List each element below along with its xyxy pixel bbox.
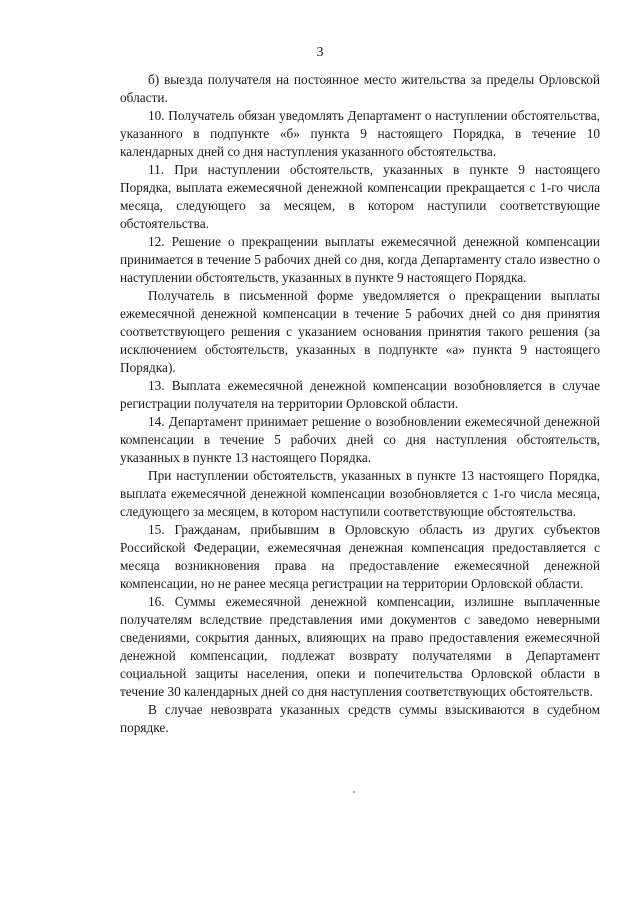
document-body	[120, 71, 600, 737]
paragraph-16-recovery: В случае невозврата указанных средств суммы взыскиваются в судебном порядке.	[120, 702, 600, 735]
paragraph-11: 11. При наступлении обстоятельств, указанных в пункте 9 настоящего Порядка, выплата ежемесячной денежной компенсации прекращается с 1-го числа месяца, следующего за месяцем, в котором наступили соответствующие обстоятельства.	[120, 162, 600, 231]
paragraph-12-notification: Получатель в письменной форме уведомляется о прекращении выплаты ежемесячной денежной компенсации в течение 5 рабочих дней со дня принятия соответствующего решения с указанием основания принятия такого решения (за исключением обстоятельств, указанных в подпункте «а» пункта 9 настоящего Порядка).	[120, 288, 600, 375]
paragraph-16: 16. Суммы ежемесячной денежной компенсации, излишне выплаченные получателям вследствие представления ими документов с заведомо неверными сведениями, сокрытия данных, влияющих на право предоставления ежемесячной денежной компенсации, подлежат возврату получателями в Департамент социальной защиты населения, опеки и попечительства Орловской области в течение 30 календарных дней со дня наступления соответствующих обстоятельств.	[120, 594, 600, 699]
paragraph-12: 12. Решение о прекращении выплаты ежемесячной денежной компенсации принимается в течение 5 рабочих дней со дня, когда Департаменту стало известно о наступлении обстоятельств, указанных в пункте 9 настоящего Порядка.	[120, 234, 600, 285]
scan-speck	[353, 791, 355, 793]
paragraph-14-resumption: При наступлении обстоятельств, указанных в пункте 13 настоящего Порядка, выплата ежемесячной денежной компенсации возобновляется с 1-го числа месяца, следующего за месяцем, в котором наступили соответствующие обстоятельства.	[120, 468, 600, 519]
paragraph-15: 15. Гражданам, прибывшим в Орловскую область из других субъектов Российской Федерации, ежемесячная денежная компенсация предоставляется с месяца возникновения права на предоставление ежемесячной денежной компенсации, но не ранее месяца регистрации на территории Орловской области.	[120, 522, 600, 591]
paragraph-13: 13. Выплата ежемесячной денежной компенсации возобновляется в случае регистрации получателя на территории Орловской области.	[120, 378, 600, 411]
paragraph-10: 10. Получатель обязан уведомлять Департамент о наступлении обстоятельства, указанного в подпункте «б» пункта 9 настоящего Порядка, в течение 10 календарных дней со дня наступления указанного обстоятельства.	[120, 108, 600, 159]
paragraph-14: 14. Департамент принимает решение о возобновлении ежемесячной денежной компенсации в течение 5 рабочих дней со дня наступления обстоятельств, указанных в пункте 13 настоящего Порядка.	[120, 414, 600, 465]
paragraph-9b: б) выезда получателя на постоянное место жительства за пределы Орловской области.	[120, 72, 600, 105]
page-number: 3	[316, 45, 324, 60]
